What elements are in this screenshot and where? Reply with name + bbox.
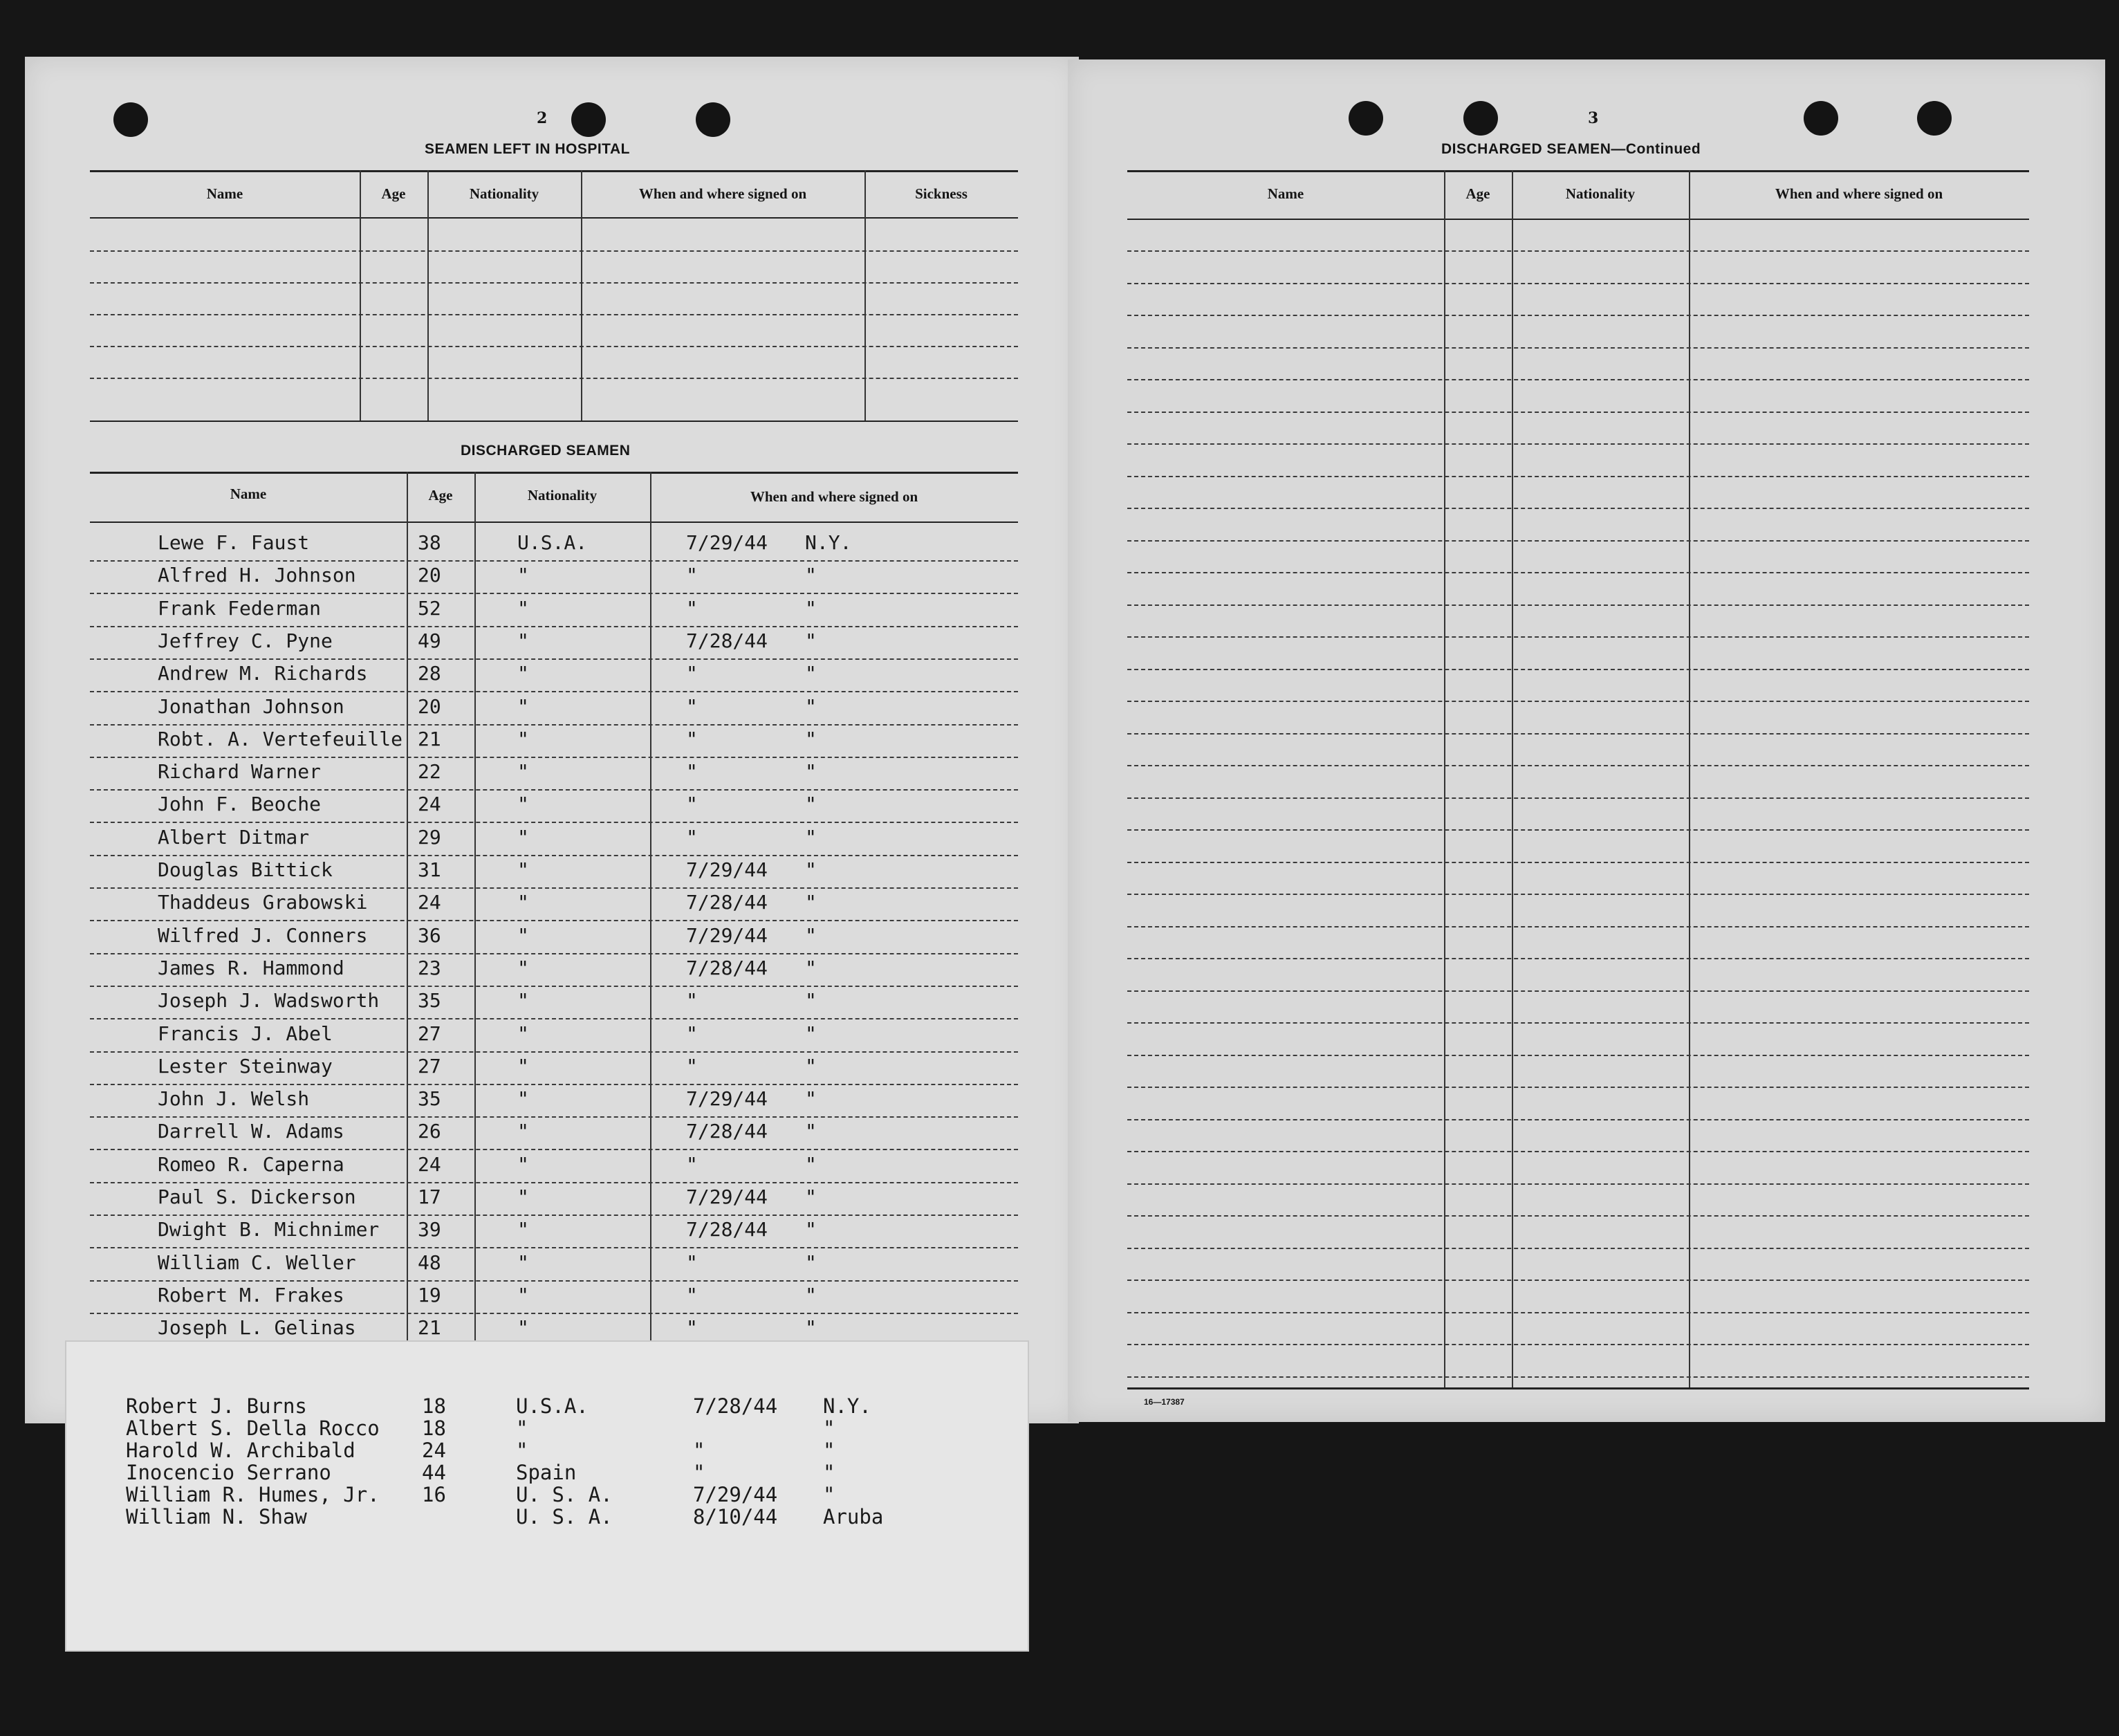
slip-signed-place: Aruba — [823, 1505, 884, 1529]
discharged-row-line — [90, 626, 1018, 627]
slip-signed-place: " — [823, 1416, 835, 1440]
hospital-row-line — [90, 346, 1018, 347]
slip-signed-date: 7/29/44 — [693, 1483, 778, 1506]
seaman-signed-place: " — [805, 1087, 817, 1111]
slip-signed-place: N.Y. — [823, 1394, 871, 1418]
hospital-col-divider — [581, 170, 582, 421]
continued-row-line — [1127, 958, 2029, 959]
seaman-signed-date: 7/29/44 — [686, 1185, 768, 1208]
discharged-row-line — [90, 953, 1018, 954]
slip-name: Robert J. Burns — [126, 1394, 307, 1418]
seaman-signed-place: " — [805, 596, 817, 620]
continued-row-line — [1127, 797, 2029, 799]
seaman-name: Robert M. Frakes — [158, 1283, 344, 1306]
discharged-row-line — [90, 1084, 1018, 1085]
seaman-name: Thaddeus Grabowski — [158, 891, 368, 914]
discharged-row-line — [90, 691, 1018, 692]
discharged-section-title: DISCHARGED SEAMEN — [461, 443, 631, 459]
continued-row-line — [1127, 926, 2029, 927]
seaman-signed-date: 7/29/44 — [686, 923, 768, 947]
seaman-name: Romeo R. Caperna — [158, 1152, 344, 1176]
continued-row-line — [1127, 347, 2029, 349]
seaman-nationality: " — [517, 1120, 529, 1143]
seaman-signed-place: " — [805, 694, 817, 718]
hospital-col-age: Age — [381, 185, 406, 202]
continued-table-top-rule — [1127, 170, 2029, 172]
seaman-nationality: " — [517, 564, 529, 587]
continued-row-line — [1127, 443, 2029, 445]
seaman-nationality: " — [517, 923, 529, 947]
seaman-signed-place: " — [805, 858, 817, 881]
seaman-name: Paul S. Dickerson — [158, 1185, 356, 1208]
seaman-signed-place: " — [805, 629, 817, 652]
seaman-name: Albert Ditmar — [158, 825, 310, 849]
continued-row-line — [1127, 1215, 2029, 1217]
continued-row-line — [1127, 540, 2029, 542]
seaman-nationality: " — [517, 1283, 529, 1306]
seaman-signed-date: 7/28/44 — [686, 956, 768, 979]
seaman-name: Lewe F. Faust — [158, 531, 310, 554]
seaman-age: 20 — [418, 694, 441, 718]
seaman-signed-place: " — [805, 1283, 817, 1306]
continued-row-line — [1127, 1344, 2029, 1345]
seaman-age: 48 — [418, 1250, 441, 1274]
seaman-name: Frank Federman — [158, 596, 322, 620]
discharged-row-line — [90, 1018, 1018, 1019]
seaman-age: 27 — [418, 1022, 441, 1045]
seaman-signed-date: 7/28/44 — [686, 629, 768, 652]
seaman-nationality: " — [517, 760, 529, 784]
seaman-signed-date: 7/28/44 — [686, 891, 768, 914]
slip-name: Albert S. Della Rocco — [126, 1416, 380, 1440]
seaman-signed-date: " — [686, 662, 698, 685]
seaman-age: 21 — [418, 1316, 441, 1340]
seaman-nationality: " — [517, 989, 529, 1013]
hospital-row-line — [90, 282, 1018, 284]
continued-row-line — [1127, 379, 2029, 380]
page-number: 2 — [537, 109, 548, 127]
seaman-age: 20 — [418, 564, 441, 587]
seaman-nationality: " — [517, 825, 529, 849]
slip-age: 18 — [422, 1394, 446, 1418]
seaman-nationality: " — [517, 1152, 529, 1176]
seaman-age: 26 — [418, 1120, 441, 1143]
continued-row-line — [1127, 636, 2029, 638]
continued-row-line — [1127, 315, 2029, 316]
seaman-signed-place: " — [805, 793, 817, 816]
hospital-col-divider — [864, 170, 866, 421]
hospital-header-rule — [90, 217, 1018, 219]
continued-row-line — [1127, 669, 2029, 670]
continued-col-divider — [1444, 170, 1445, 1387]
continued-row-line — [1127, 412, 2029, 413]
seaman-signed-place: " — [805, 1250, 817, 1274]
seaman-nationality: " — [517, 1185, 529, 1208]
discharged-row-line — [90, 593, 1018, 594]
discharged-row-line — [90, 560, 1018, 562]
seaman-nationality: " — [517, 1250, 529, 1274]
seaman-signed-place: " — [805, 662, 817, 685]
continued-row-line — [1127, 508, 2029, 509]
continued-header-rule — [1127, 219, 2029, 220]
punch-hole — [1804, 101, 1838, 136]
seaman-signed-place: " — [805, 956, 817, 979]
continued-row-line — [1127, 1055, 2029, 1056]
discharged-row-line — [90, 1149, 1018, 1150]
discharged-table-top-rule — [90, 472, 1018, 474]
seaman-signed-place: " — [805, 1152, 817, 1176]
seaman-nationality: " — [517, 1087, 529, 1111]
seaman-signed-place: " — [805, 1185, 817, 1208]
seaman-signed-date: " — [686, 1283, 698, 1306]
continued-row-line — [1127, 604, 2029, 606]
slip-name: Inocencio Serrano — [126, 1461, 331, 1484]
seaman-age: 39 — [418, 1218, 441, 1241]
continued-row-line — [1127, 733, 2029, 735]
seaman-signed-date: " — [686, 793, 698, 816]
hospital-col-divider — [360, 170, 361, 421]
seaman-age: 29 — [418, 825, 441, 849]
seaman-name: Alfred H. Johnson — [158, 564, 356, 587]
seaman-signed-date: " — [686, 1316, 698, 1340]
continued-row-line — [1127, 1087, 2029, 1088]
seaman-signed-place: " — [805, 1054, 817, 1078]
seaman-signed-date: " — [686, 727, 698, 750]
seaman-nationality: " — [517, 727, 529, 750]
seaman-name: Douglas Bittick — [158, 858, 333, 881]
continued-col-divider — [1689, 170, 1690, 1387]
discharged-row-line — [90, 887, 1018, 889]
attached-slip — [65, 1340, 1029, 1652]
seaman-name: Dwight B. Michnimer — [158, 1218, 380, 1241]
seaman-name: Joseph J. Wadsworth — [158, 989, 380, 1013]
hospital-row-line — [90, 378, 1018, 379]
seaman-name: Robt. A. Vertefeuille — [158, 727, 403, 750]
slip-signed-date: 8/10/44 — [693, 1505, 778, 1529]
seaman-nationality: " — [517, 596, 529, 620]
slip-name: William R. Humes, Jr. — [126, 1483, 380, 1506]
seaman-signed-place: " — [805, 760, 817, 784]
seaman-age: 35 — [418, 1087, 441, 1111]
seaman-name: Jonathan Johnson — [158, 694, 344, 718]
discharged-col-age: Age — [428, 487, 453, 504]
continued-row-line — [1127, 250, 2029, 252]
slip-age: 16 — [422, 1483, 446, 1506]
slip-signed-place: " — [823, 1439, 835, 1462]
discharged-row-line — [90, 1313, 1018, 1314]
seaman-nationality: " — [517, 1054, 529, 1078]
slip-age: 18 — [422, 1416, 446, 1440]
seaman-signed-date: " — [686, 596, 698, 620]
discharged-row-line — [90, 1051, 1018, 1053]
continued-row-line — [1127, 990, 2029, 992]
seaman-name: Joseph L. Gelinas — [158, 1316, 356, 1340]
slip-name: William N. Shaw — [126, 1505, 307, 1529]
slip-signed-date: 7/28/44 — [693, 1394, 778, 1418]
slip-nationality: U. S. A. — [516, 1505, 613, 1529]
punch-hole — [113, 102, 148, 137]
punch-hole — [1917, 101, 1952, 136]
seaman-signed-date: " — [686, 564, 698, 587]
discharged-col-signed-on: When and where signed on — [750, 488, 918, 505]
seaman-signed-place: " — [805, 923, 817, 947]
seaman-age: 24 — [418, 891, 441, 914]
seaman-signed-date: " — [686, 989, 698, 1013]
seaman-age: 22 — [418, 760, 441, 784]
seaman-signed-place: " — [805, 1120, 817, 1143]
seaman-signed-date: " — [686, 1250, 698, 1274]
hospital-col-sickness: Sickness — [915, 185, 968, 202]
seaman-signed-date: 7/28/44 — [686, 1120, 768, 1143]
seaman-signed-date: 7/29/44 — [686, 1087, 768, 1111]
right-page — [1068, 59, 2105, 1422]
seaman-age: 28 — [418, 662, 441, 685]
discharged-col-nationality: Nationality — [527, 487, 598, 504]
continued-row-line — [1127, 1248, 2029, 1249]
seaman-name: John F. Beoche — [158, 793, 322, 816]
seaman-signed-place: " — [805, 727, 817, 750]
seaman-nationality: U.S.A. — [517, 531, 588, 554]
discharged-row-line — [90, 658, 1018, 660]
seaman-age: 24 — [418, 793, 441, 816]
continued-row-line — [1127, 765, 2029, 766]
seaman-signed-place: " — [805, 1218, 817, 1241]
continued-section-title: DISCHARGED SEAMEN—Continued — [1441, 141, 1701, 157]
seaman-name: Wilfred J. Conners — [158, 923, 368, 947]
discharged-header-rule — [90, 521, 1018, 523]
seaman-signed-date: " — [686, 1054, 698, 1078]
seaman-age: 17 — [418, 1185, 441, 1208]
slip-age: 24 — [422, 1439, 446, 1462]
seaman-age: 52 — [418, 596, 441, 620]
slip-signed-date: " — [693, 1439, 705, 1462]
seaman-age: 21 — [418, 727, 441, 750]
continued-row-line — [1127, 1312, 2029, 1313]
seaman-signed-date: 7/29/44 — [686, 858, 768, 881]
punch-hole — [1463, 101, 1498, 136]
slip-nationality: U.S.A. — [516, 1394, 589, 1418]
slip-nationality: Spain — [516, 1461, 577, 1484]
discharged-row-line — [90, 920, 1018, 921]
seaman-name: James R. Hammond — [158, 956, 344, 979]
seaman-signed-date: " — [686, 694, 698, 718]
hospital-row-line — [90, 250, 1018, 252]
seaman-nationality: " — [517, 891, 529, 914]
hospital-row-line — [90, 314, 1018, 315]
discharged-row-line — [90, 1215, 1018, 1216]
continued-row-line — [1127, 283, 2029, 284]
seaman-nationality: " — [517, 956, 529, 979]
slip-signed-place: " — [823, 1461, 835, 1484]
seaman-age: 38 — [418, 531, 441, 554]
continued-row-line — [1127, 476, 2029, 477]
seaman-signed-date: " — [686, 1152, 698, 1176]
seaman-signed-date: " — [686, 825, 698, 849]
continued-col-signed-on: When and where signed on — [1775, 185, 1943, 202]
continued-row-line — [1127, 1280, 2029, 1281]
page-number: 3 — [1588, 109, 1599, 127]
continued-col-divider — [1512, 170, 1513, 1387]
seaman-name: Francis J. Abel — [158, 1022, 333, 1045]
seaman-signed-place: " — [805, 564, 817, 587]
seaman-signed-place: " — [805, 989, 817, 1013]
seaman-nationality: " — [517, 793, 529, 816]
seaman-name: Jeffrey C. Pyne — [158, 629, 333, 652]
hospital-col-nationality: Nationality — [469, 185, 539, 202]
seaman-signed-date: 7/29/44 — [686, 531, 768, 554]
hospital-col-name: Name — [206, 185, 243, 202]
seaman-signed-place: " — [805, 825, 817, 849]
continued-bottom-rule — [1127, 1387, 2029, 1389]
slip-nationality: U. S. A. — [516, 1483, 613, 1506]
seaman-name: William C. Weller — [158, 1250, 356, 1274]
discharged-row-line — [90, 855, 1018, 856]
continued-row-line — [1127, 701, 2029, 702]
seaman-signed-place: N.Y. — [805, 531, 852, 554]
seaman-signed-place: " — [805, 1022, 817, 1045]
seaman-age: 36 — [418, 923, 441, 947]
hospital-bottom-rule — [90, 421, 1018, 422]
discharged-row-line — [90, 1247, 1018, 1248]
continued-row-line — [1127, 829, 2029, 831]
slip-signed-date: " — [693, 1461, 705, 1484]
seaman-name: Richard Warner — [158, 760, 322, 784]
left-page — [25, 57, 1079, 1423]
continued-row-line — [1127, 862, 2029, 863]
discharged-row-line — [90, 1280, 1018, 1282]
punch-hole — [1349, 101, 1383, 136]
continued-row-line — [1127, 1183, 2029, 1185]
slip-age: 44 — [422, 1461, 446, 1484]
discharged-row-line — [90, 789, 1018, 791]
seaman-signed-place: " — [805, 891, 817, 914]
slip-signed-place: " — [823, 1483, 835, 1506]
seaman-signed-place: " — [805, 1316, 817, 1340]
continued-row-line — [1127, 894, 2029, 895]
seaman-nationality: " — [517, 1218, 529, 1241]
punch-hole — [571, 102, 606, 137]
seaman-age: 27 — [418, 1054, 441, 1078]
seaman-name: Andrew M. Richards — [158, 662, 368, 685]
continued-row-line — [1127, 1119, 2029, 1120]
seaman-age: 49 — [418, 629, 441, 652]
discharged-row-line — [90, 986, 1018, 987]
seaman-nationality: " — [517, 1316, 529, 1340]
form-number: 16—17387 — [1144, 1397, 1185, 1407]
slip-nationality: " — [516, 1439, 528, 1462]
continued-row-line — [1127, 1022, 2029, 1024]
seaman-name: John J. Welsh — [158, 1087, 310, 1111]
seaman-nationality: " — [517, 694, 529, 718]
seaman-name: Lester Steinway — [158, 1054, 333, 1078]
seaman-signed-date: 7/28/44 — [686, 1218, 768, 1241]
continued-col-age: Age — [1465, 185, 1490, 202]
seaman-age: 19 — [418, 1283, 441, 1306]
seaman-nationality: " — [517, 1022, 529, 1045]
continued-col-name: Name — [1267, 185, 1304, 202]
slip-name: Harold W. Archibald — [126, 1439, 355, 1462]
seaman-age: 24 — [418, 1152, 441, 1176]
seaman-signed-date: " — [686, 1022, 698, 1045]
discharged-row-line — [90, 1116, 1018, 1118]
discharged-row-line — [90, 1182, 1018, 1183]
continued-row-line — [1127, 1151, 2029, 1152]
seaman-signed-date: " — [686, 760, 698, 784]
continued-col-nationality: Nationality — [1565, 185, 1636, 202]
hospital-col-signed-on: When and where signed on — [638, 185, 807, 202]
seaman-name: Darrell W. Adams — [158, 1120, 344, 1143]
seaman-age: 23 — [418, 956, 441, 979]
seaman-nationality: " — [517, 629, 529, 652]
slip-nationality: " — [516, 1416, 528, 1440]
discharged-row-line — [90, 724, 1018, 726]
continued-row-line — [1127, 1376, 2029, 1378]
discharged-col-name: Name — [230, 486, 267, 502]
seaman-nationality: " — [517, 858, 529, 881]
discharged-row-line — [90, 822, 1018, 823]
seaman-age: 31 — [418, 858, 441, 881]
seaman-nationality: " — [517, 662, 529, 685]
seaman-age: 35 — [418, 989, 441, 1013]
hospital-col-divider — [427, 170, 429, 421]
hospital-table-top-rule — [90, 170, 1018, 172]
hospital-section-title: SEAMEN LEFT IN HOSPITAL — [425, 141, 630, 157]
discharged-row-line — [90, 757, 1018, 758]
continued-row-line — [1127, 572, 2029, 573]
punch-hole — [696, 102, 730, 137]
